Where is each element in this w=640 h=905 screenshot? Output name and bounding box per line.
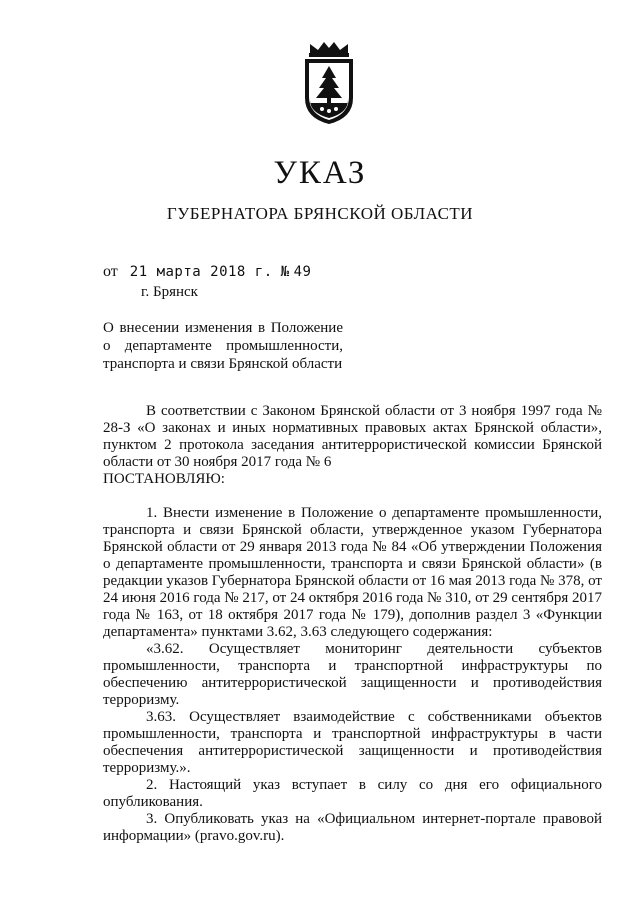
- decree-body: [103, 403, 602, 845]
- date-prefix: от: [103, 263, 118, 280]
- number-prefix: №: [280, 264, 290, 280]
- item-1: 1. Внести изменение в Положение о департаменте промышленности, транспорта и связи Брянской области, утвержденное указом Губернатора Брянской области от 29 января 2013 года № 84 «Об утверждении Положения о департаменте промышленности, транспорта и связи Брянской области» (в редакции указов Губернатора Брянской области от 16 мая 2013 года № 378, от 24 июня 2016 года № 217, от 24 октября 2016 года № 310, от 29 сентября 2017 года № 163, от 18 октября 2017 года № 179), дополнив раздел 3 «Функции департамента» пунктами 3.62, 3.63 следующего содержания:: [103, 505, 602, 640]
- decree-word: ПОСТАНОВЛЯЮ:: [103, 471, 225, 487]
- document-subtitle: ГУБЕРНАТОРА БРЯНСКОЙ ОБЛАСТИ: [166, 204, 474, 223]
- decree-date: 21 марта 2018 г.: [129, 264, 273, 280]
- item-1-3-62: «3.62. Осуществляет мониторинг деятельности субъектов промышленности, транспорта и транспортной инфраструктуры по обеспечению антитеррористической защищенности и противодействия терроризму.: [103, 641, 602, 708]
- subject-line: О внесении изменения в Положение: [103, 320, 343, 336]
- item-3: 3. Опубликовать указ на «Официальном интернет-портале правовой информации» (pravo.gov.ru).: [103, 811, 602, 844]
- date-number-line: [103, 262, 311, 282]
- subject-line: транспорта и связи Брянской области: [103, 356, 343, 372]
- preamble: В соответствии с Законом Брянской области от 3 ноября 1997 года № 28-З «О законах и иных нормативных правовых актах Брянской области», пунктом 2 протокола заседания антитеррористической комиссии Брянской области от 30 ноября 2017 года № 6: [103, 403, 602, 470]
- decree-subject: [103, 319, 343, 373]
- bryansk-coat-of-arms-icon: [296, 40, 362, 126]
- item-2: 2. Настоящий указ вступает в силу со дня его официального опубликования.: [103, 777, 602, 810]
- subject-line: о департаменте промышленности,: [103, 338, 343, 354]
- document-title: УКАЗ: [273, 155, 367, 191]
- item-1-3-63: 3.63. Осуществляет взаимодействие с собственниками объектов промышленности, транспорта и транспортной инфраструктуры в части обеспечения антитеррористической защищенности и противодействия терроризму.».: [103, 709, 602, 776]
- decree-number: 49: [293, 264, 312, 280]
- city: г. Брянск: [141, 284, 198, 300]
